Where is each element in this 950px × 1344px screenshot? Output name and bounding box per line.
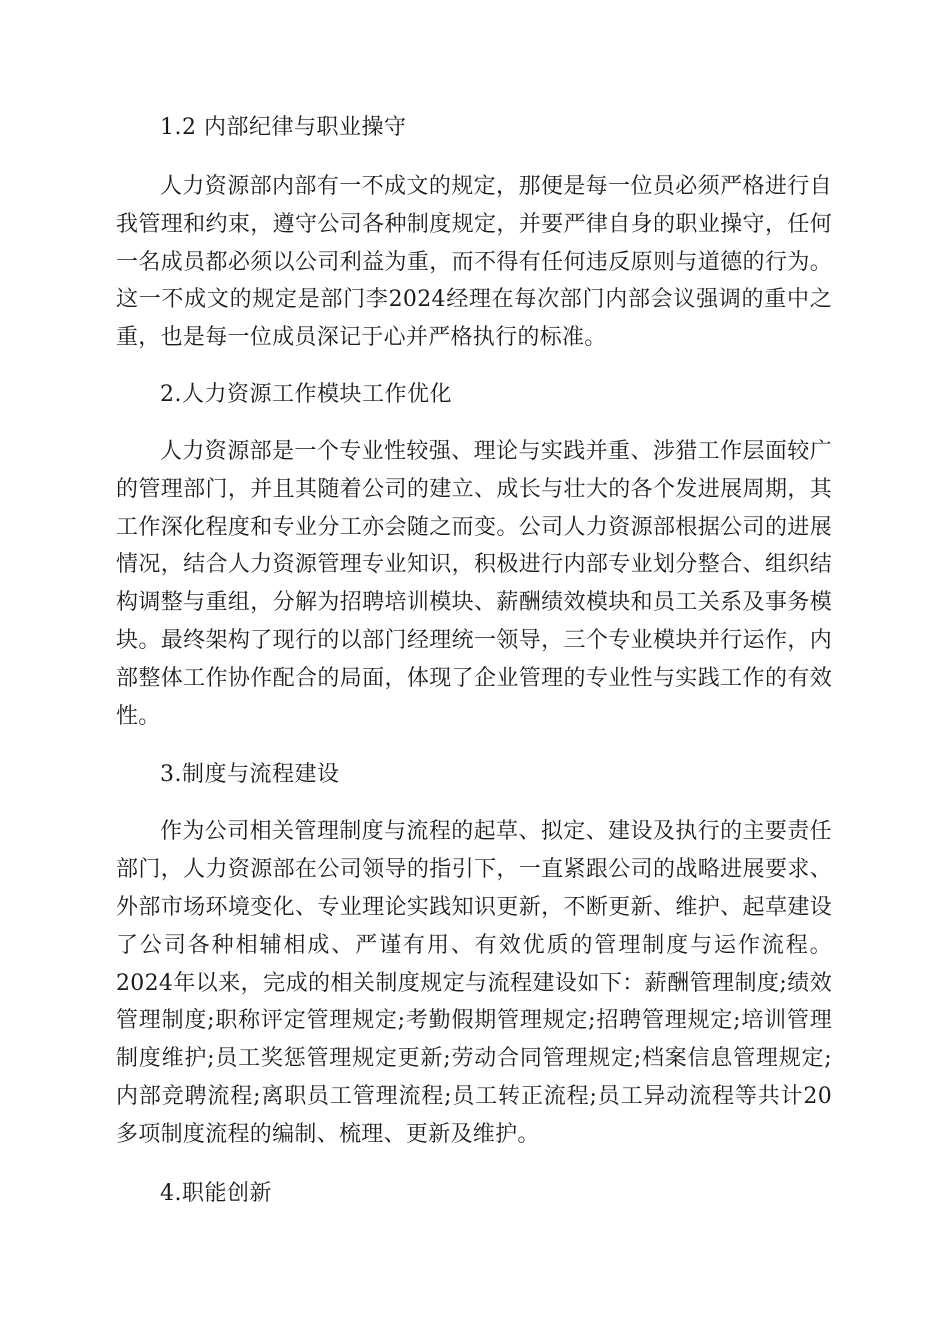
- section-paragraph-discipline: 人力资源部内部有一不成文的规定，那便是每一位员必须严格进行自我管理和约束，遵守公司各种制度规定，并要严律自身的职业操守，任何一名成员都必须以公司利益为重，而不得有任何违反原则与道德的行为。这一不成文的规定是部门李2024经理在每次部门内部会议强调的重中之重，也是每一位成员深记于心并严格执行的标准。: [116, 174, 832, 351]
- section-heading-2: 2.人力资源工作模块工作优化: [160, 381, 452, 407]
- section-heading-1-2: 1.2 内部纪律与职业操守: [160, 115, 407, 140]
- section-paragraph-module-optimization: 人力资源部是一个专业性较强、理论与实践并重、涉猎工作层面较广的管理部门，并且其随着公司的建立、成长与壮大的各个发进展周期，其工作深化程度和专业分工亦会随之而变。公司人力资源部根据公司的进展情况，结合人力资源管理专业知识，积极进行内部专业划分整合、组织结构调整与重组，分解为招聘培训模块、薪酬绩效模块和员工关系及事务模块。最终架构了现行的以部门经理统一领导，三个专业模块并行运作，内部整体工作协作配合的局面，体现了企业管理的专业性与实践工作的有效性。: [116, 438, 832, 729]
- section-heading-3: 3.制度与流程建设: [160, 762, 340, 788]
- section-heading-4: 4.职能创新: [160, 1180, 272, 1206]
- section-paragraph-system-process: 作为公司相关管理制度与流程的起草、拟定、建设及执行的主要责任部门，人力资源部在公司领导的指引下，一直紧跟公司的战略进展要求、外部市场环境变化、专业理论实践知识更新，不断更新、维护、起草建设了公司各种相辅相成、严谨有用、有效优质的管理制度与运作流程。2024年以来，完成的相关制度规定与流程建设如下：薪酬管理制度;绩效管理制度;职称评定管理规定;考勤假期管理规定;招聘管理规定;培训管理制度维护;员工奖惩管理规定更新;劳动合同管理规定;档案信息管理规定;内部竞聘流程;离职员工管理流程;员工转正流程;员工异动流程等共计20多项制度流程的编制、梳理、更新及维护。: [116, 819, 832, 1147]
- document-page: [116, 110, 832, 1212]
